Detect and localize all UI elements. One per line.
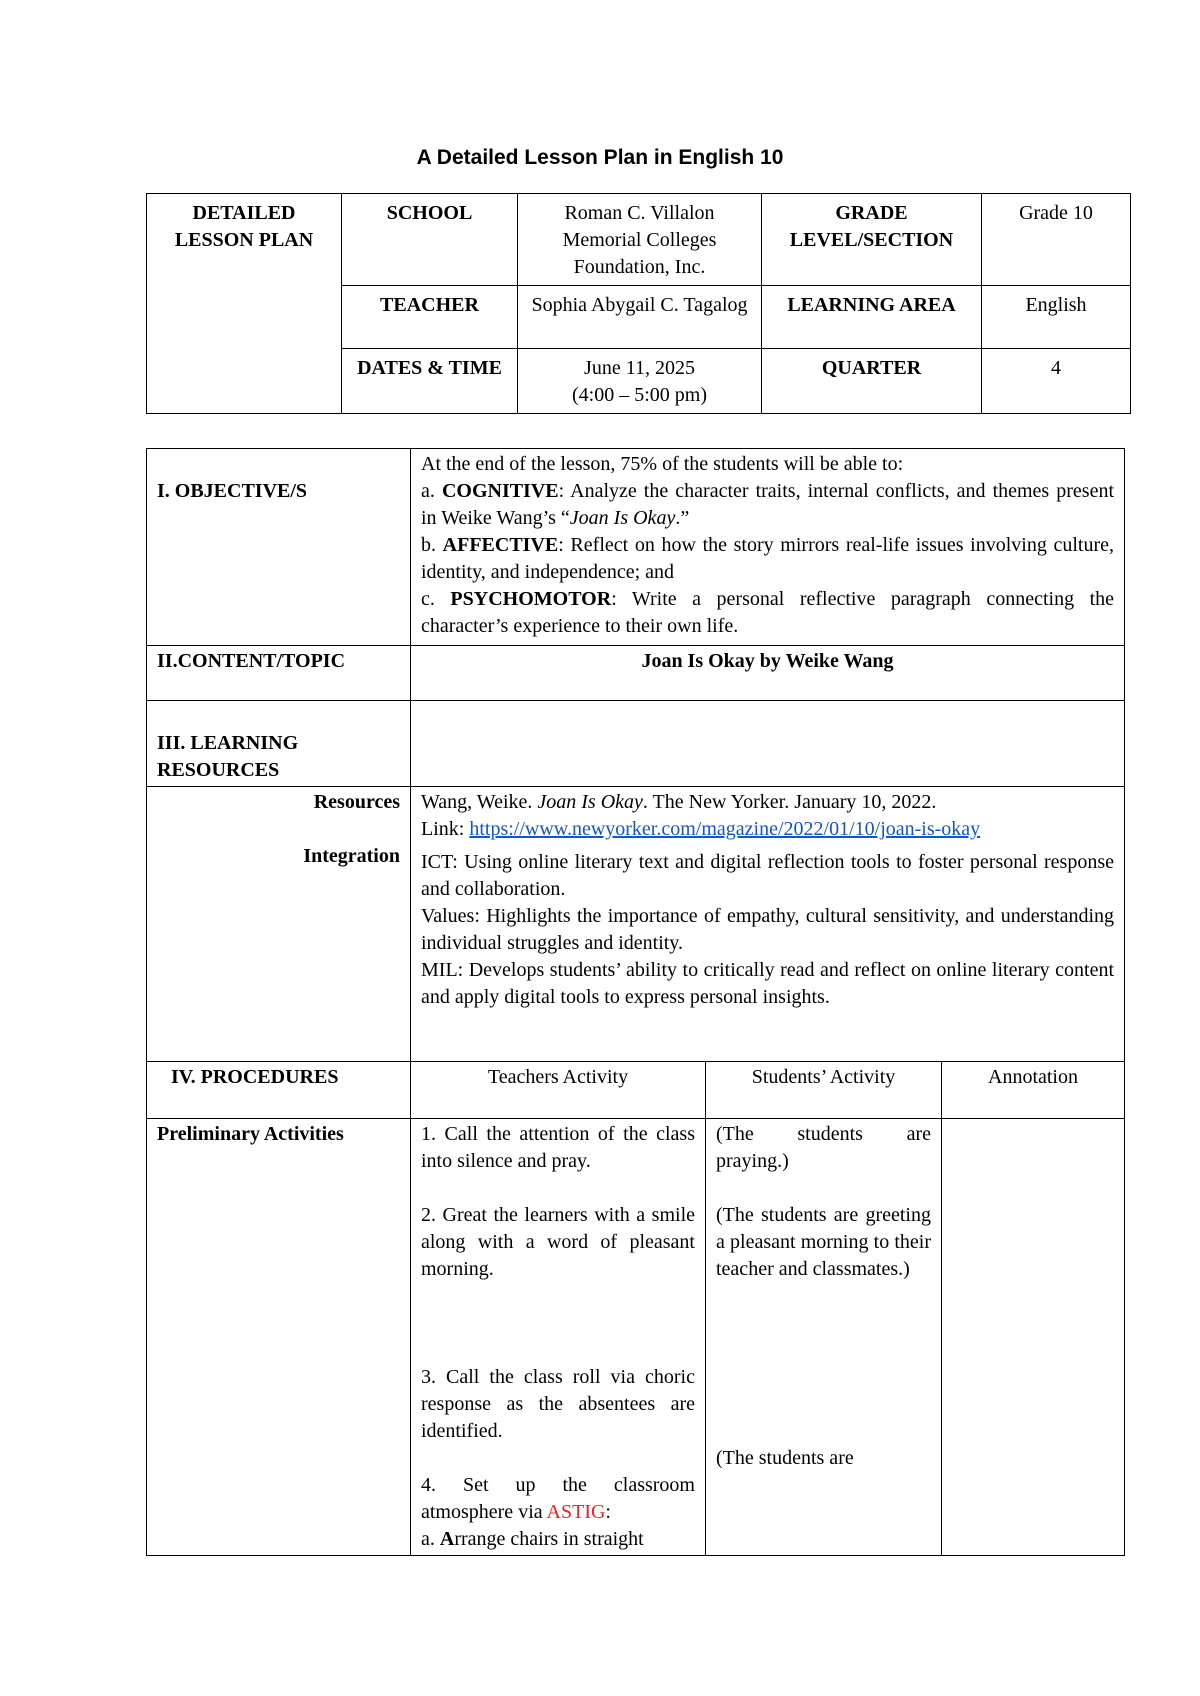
col-annotation: Annotation	[942, 1062, 1125, 1119]
student-response-2: (The students are greeting a pleasant morning to their teacher and classmates.)	[716, 1204, 931, 1280]
time-value: (4:00 – 5:00 pm)	[572, 384, 707, 406]
quarter-value: 4	[982, 349, 1131, 414]
integration-label: Integration	[303, 845, 400, 867]
lesson-plan-header-table	[146, 193, 1131, 414]
area-value: English	[982, 286, 1131, 349]
objectives-intro: At the end of the lesson, 75% of the students will be able to:	[421, 453, 904, 475]
preliminary-activities-label: Preliminary Activities	[147, 1119, 411, 1556]
student-response-1: (The students are praying.)	[716, 1123, 931, 1172]
resources-content	[411, 787, 1125, 1062]
student-response-3: (The students are	[716, 1447, 854, 1469]
teacher-step-3: 3. Call the class roll via choric response as the absentees are identified.	[421, 1366, 695, 1442]
objective-psychomotor: c. PSYCHOMOTOR: Write a personal reflective paragraph connecting the character’s experience to their own life.	[421, 588, 1115, 637]
dates-label: DATES & TIME	[342, 349, 518, 414]
integration-mil: MIL: Develops students’ ability to critically read and reflect on online literary content and apply digital tools to express personal insights.	[421, 959, 1115, 1008]
procedures-label: IV. PROCEDURES	[147, 1062, 411, 1119]
col-teachers-activity: Teachers Activity	[411, 1062, 706, 1119]
col-students-activity: Students’ Activity	[706, 1062, 942, 1119]
teacher-step-1: 1. Call the attention of the class into silence and pray.	[421, 1123, 695, 1172]
date-value: June 11, 2025	[584, 357, 695, 379]
objectives-content	[411, 449, 1125, 646]
teacher-step-2: 2. Great the learners with a smile along with a word of pleasant morning.	[421, 1204, 695, 1280]
grade-label: GRADE LEVEL/SECTION	[762, 194, 982, 286]
resource-link-line: Link: https://www.newyorker.com/magazine/2022/01/10/joan-is-okay	[421, 818, 981, 840]
quarter-label: QUARTER	[762, 349, 982, 414]
teacher-step-4: 4. Set up the classroom atmosphere via ASTIG:	[421, 1474, 695, 1523]
document-title: A Detailed Lesson Plan in English 10	[416, 146, 784, 169]
plan-label: DETAILED LESSON PLAN	[147, 194, 342, 414]
learning-resources-label: III. LEARNING RESOURCES	[147, 701, 411, 787]
integration-ict: ICT: Using online literary text and digital reflection tools to foster personal response and collaboration.	[421, 851, 1115, 900]
teachers-activity-cell	[411, 1119, 706, 1556]
annotation-cell	[942, 1119, 1125, 1556]
resource-link[interactable]: https://www.newyorker.com/magazine/2022/01/10/joan-is-okay	[469, 818, 981, 840]
lesson-plan-body-table	[146, 448, 1125, 1556]
school-value: Roman C. Villalon Memorial Colleges Foundation, Inc.	[518, 194, 762, 286]
teacher-step-4a: a. Arrange chairs in straight	[421, 1528, 644, 1550]
content-topic: Joan Is Okay by Weike Wang	[411, 646, 1125, 701]
resources-labels	[147, 787, 411, 1062]
objectives-label: I. OBJECTIVE/S	[147, 449, 411, 646]
content-label: II.CONTENT/TOPIC	[147, 646, 411, 701]
area-label: LEARNING AREA	[762, 286, 982, 349]
teacher-value: Sophia Abygail C. Tagalog	[518, 286, 762, 349]
objective-affective: b. AFFECTIVE: Reflect on how the story mirrors real-life issues involving culture, identity, and independence; and	[421, 534, 1115, 583]
school-label: SCHOOL	[342, 194, 518, 286]
resources-label: Resources	[313, 791, 400, 813]
learning-resources-empty	[411, 701, 1125, 787]
resource-citation: Wang, Weike. Joan Is Okay. The New Yorker. January 10, 2022.	[421, 791, 937, 813]
grade-value: Grade 10	[982, 194, 1131, 286]
students-activity-cell	[706, 1119, 942, 1556]
teacher-label: TEACHER	[342, 286, 518, 349]
integration-values: Values: Highlights the importance of empathy, cultural sensitivity, and understanding individual struggles and identity.	[421, 905, 1115, 954]
objective-cognitive: a. COGNITIVE: Analyze the character traits, internal conflicts, and themes present in Weike Wang’s “Joan Is Okay.”	[421, 480, 1115, 529]
dates-value	[518, 349, 762, 414]
